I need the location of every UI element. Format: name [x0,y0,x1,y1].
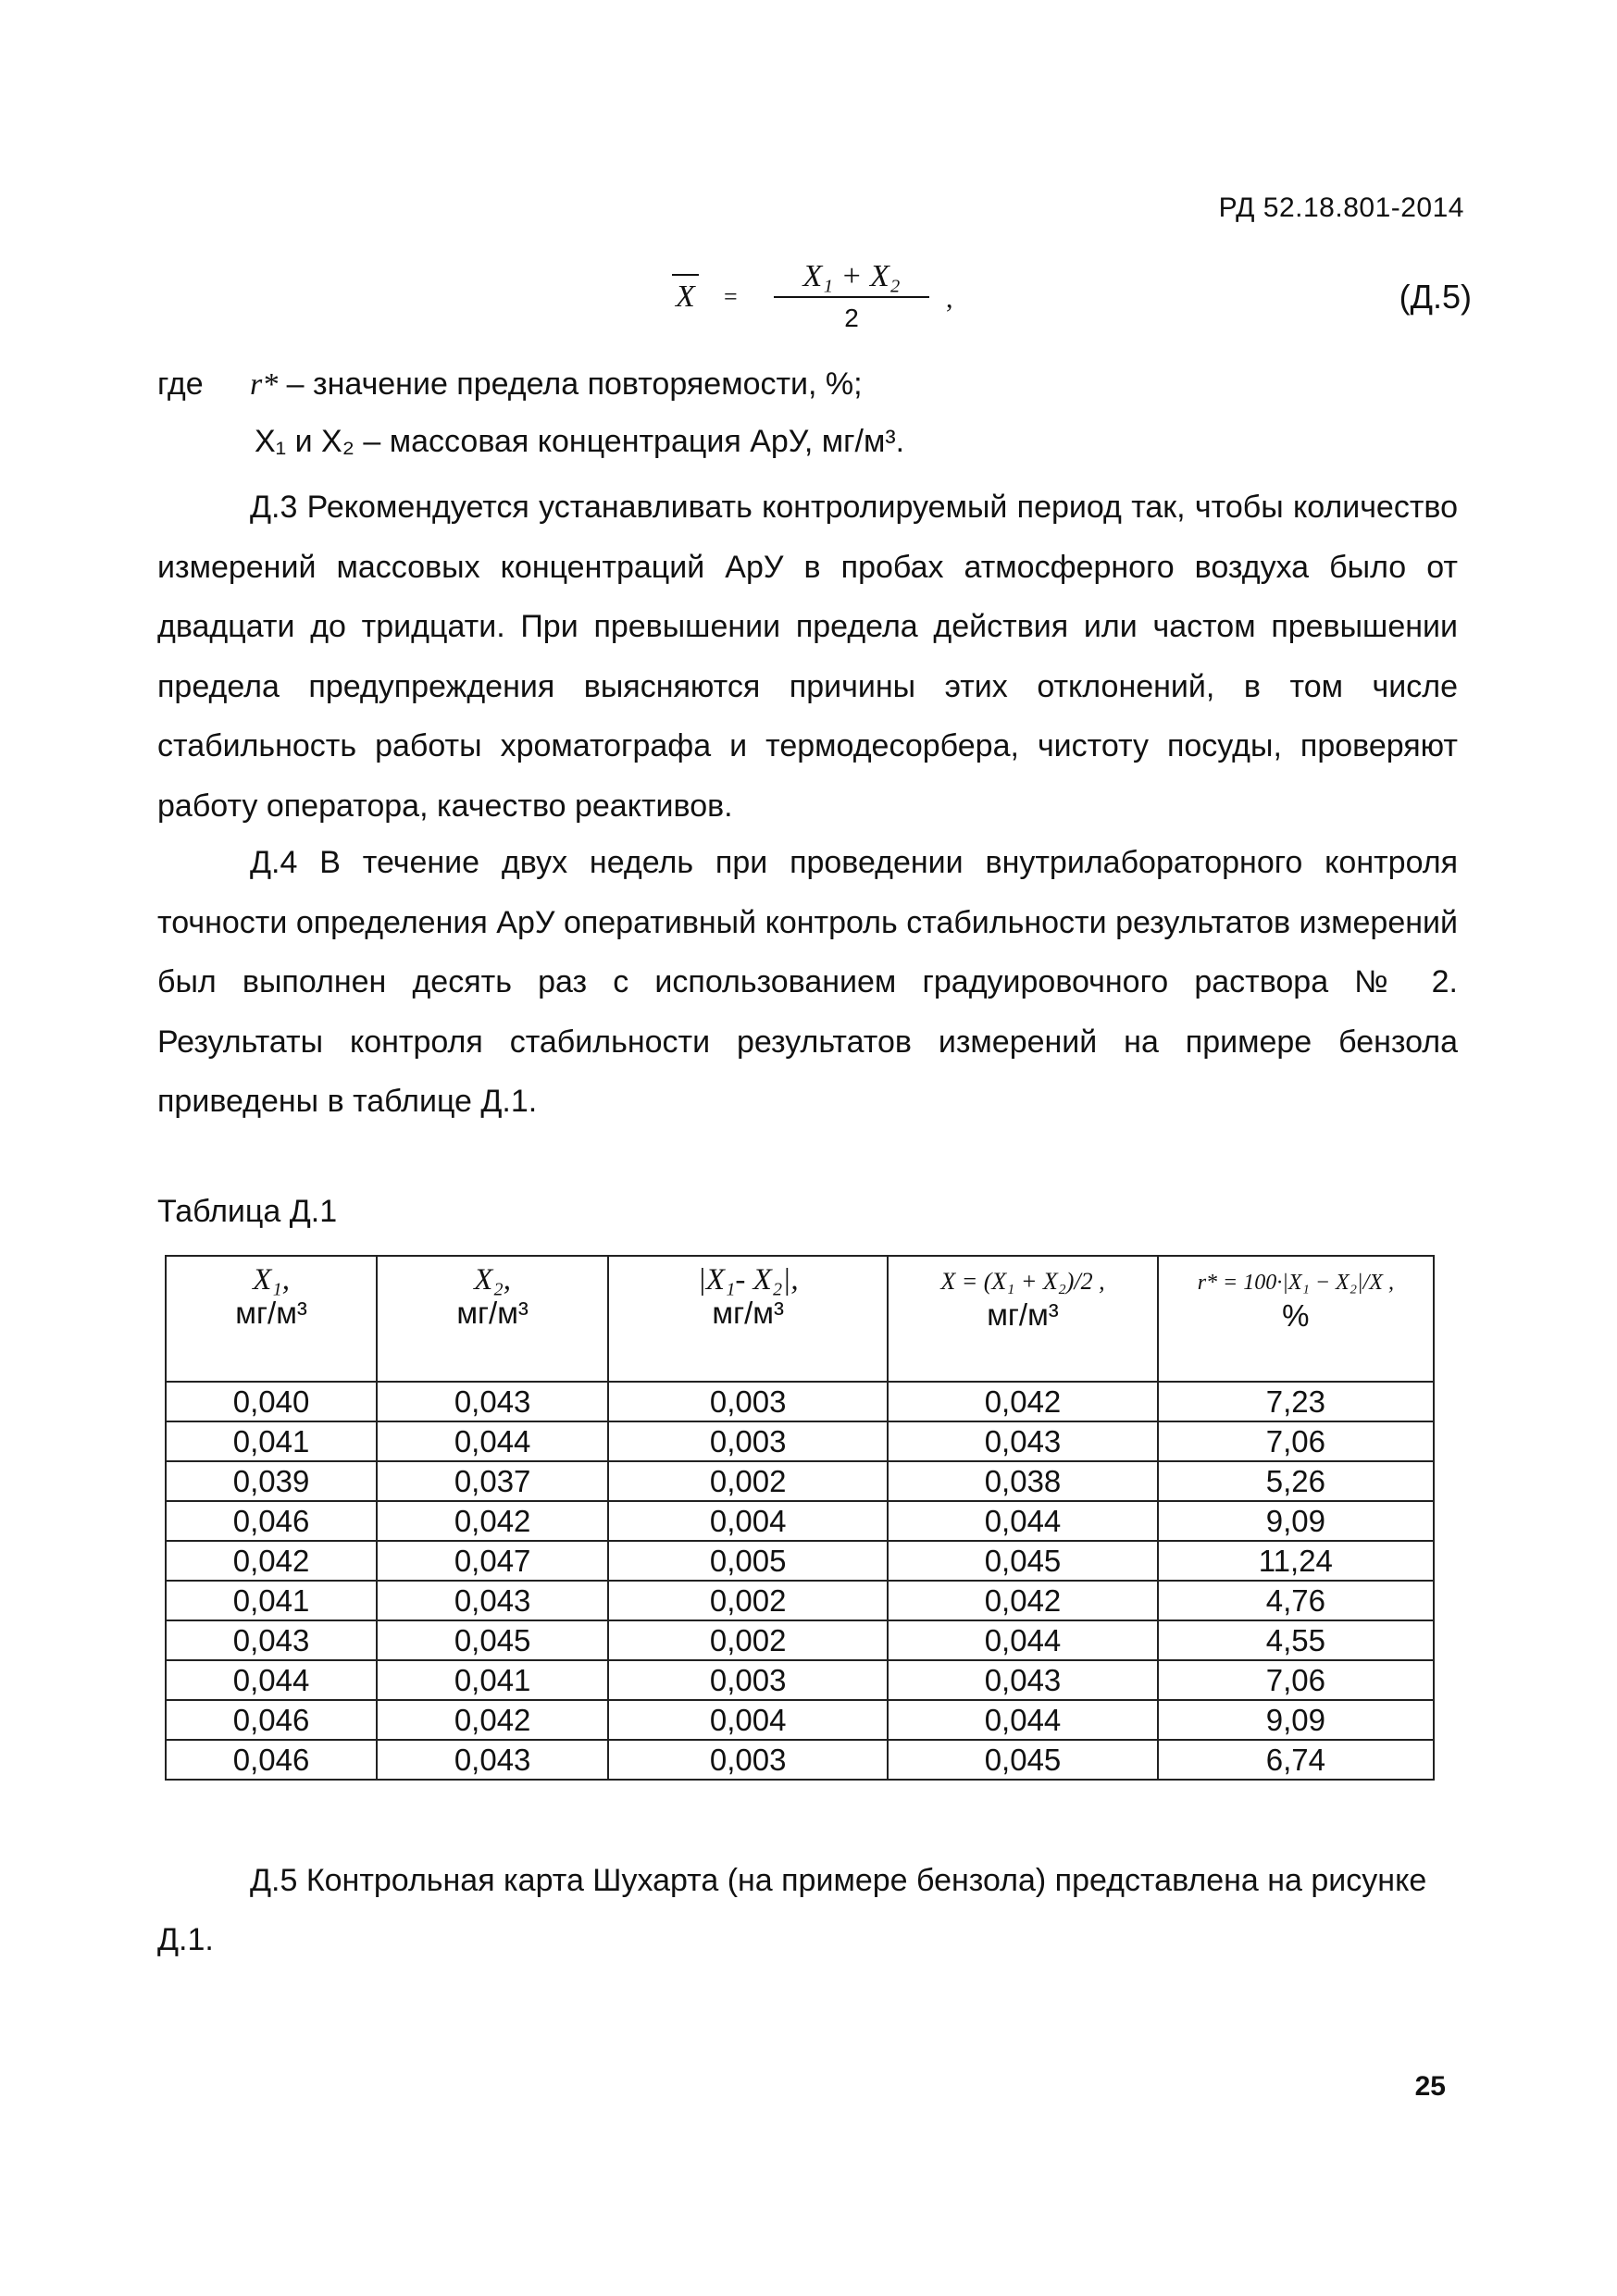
table-row [166,1700,1434,1740]
table-cell: 0,046 [166,1740,377,1780]
table-cell: 0,044 [166,1660,377,1700]
formula-comma: , [946,283,953,314]
table-cell: 0,045 [377,1620,608,1660]
table-cell: 11,24 [1158,1541,1434,1581]
where-label: где [157,366,204,402]
paragraph-d5 [157,1851,1458,1969]
table-cell: 0,041 [166,1581,377,1620]
table-cell: 0,003 [608,1382,888,1421]
table-cell: 0,043 [377,1382,608,1421]
paragraph-d4-text: Д.4 В течение двух недель при проведении внутрилабораторного контроля точности определения АрУ оперативный контроль стабильности результатов измерений был выполнен десять раз с использованием градуировочного раствора № 2. Результаты контроля стабильности результатов измерений на примере бензола приведены в таблице Д.1. [157,845,1458,1119]
paragraph-d3-text: Д.3 Рекомендуется устанавливать контролируемый период так, чтобы количество измерений массовых концентраций АрУ в пробах атмосферного воздуха было от двадцати до тридцати. При превышении предела действия или частом превышении предела предупреждения выясняются причины этих отклонений, в том числе стабильность работы хроматографа и термодесорбера, чистоту посуды, проверяют работу оператора, качество реактивов. [157,490,1458,824]
table-cell: 0,043 [888,1421,1157,1461]
fraction-line [774,296,929,298]
table-cell: 0,042 [166,1541,377,1581]
where-symbol-r: r* [250,367,279,402]
table-cell: 0,044 [888,1501,1157,1541]
formula-fraction [768,259,935,333]
table-cell: 9,09 [1158,1501,1434,1541]
table-cell: 0,044 [888,1620,1157,1660]
table-row [166,1461,1434,1501]
where-symbol-x1: X₁ [255,424,287,459]
where-line-1 [157,356,863,413]
table-cell: 0,044 [377,1421,608,1461]
table-caption: Таблица Д.1 [157,1194,338,1229]
table-cell: 0,003 [608,1740,888,1780]
table-cell: 0,047 [377,1541,608,1581]
table-cell: 0,004 [608,1501,888,1541]
table-cell: 0,002 [608,1461,888,1501]
table-cell: 9,09 [1158,1700,1434,1740]
table-cell: 7,06 [1158,1421,1434,1461]
table-row [166,1581,1434,1620]
formula-lhs: X [676,279,695,314]
header-mean: X = (X₁ + X₂)/2 , мг/м³ [888,1256,1157,1382]
table-cell: 0,004 [608,1700,888,1740]
document-reference: РД 52.18.801-2014 [1218,192,1464,223]
results-table [165,1255,1435,1781]
where-text-r: – значение предела повторяемости, %; [278,366,863,402]
table-cell: 4,55 [1158,1620,1434,1660]
table-cell: 0,040 [166,1382,377,1421]
table-body [166,1382,1434,1780]
where-text-x: – массовая концентрация АрУ, мг/м³. [354,424,905,459]
table-cell: 4,76 [1158,1581,1434,1620]
paragraph-d4 [157,833,1458,1132]
table-row [166,1421,1434,1461]
table-cell: 0,003 [608,1421,888,1461]
formula-equals: = [724,283,738,310]
paragraph-d5-text: Д.5 Контрольная карта Шухарта (на примере бензола) представлена на рисунке Д.1. [157,1863,1427,1957]
table-cell: 7,06 [1158,1660,1434,1700]
table-row [166,1382,1434,1421]
table-cell: 0,046 [166,1501,377,1541]
table-cell: 0,041 [166,1421,377,1461]
header-x1: X₁, мг/м³ [166,1256,377,1382]
table-row [166,1740,1434,1780]
table-cell: 0,045 [888,1541,1157,1581]
table-row [166,1541,1434,1581]
table-cell: 0,045 [888,1740,1157,1780]
table-cell: 0,043 [166,1620,377,1660]
table-cell: 0,043 [377,1740,608,1780]
page-number: 25 [1414,2071,1446,2102]
table-cell: 0,002 [608,1581,888,1620]
table-cell: 7,23 [1158,1382,1434,1421]
table-cell: 0,044 [888,1700,1157,1740]
header-r-star: r* = 100·|X₁ − X₂|/X , % [1158,1256,1434,1382]
table-cell: 0,046 [166,1700,377,1740]
table-cell: 0,038 [888,1461,1157,1501]
table-cell: 0,039 [166,1461,377,1501]
table-cell: 6,74 [1158,1740,1434,1780]
header-abs-diff: |X₁- X₂|, мг/м³ [608,1256,888,1382]
table-cell: 0,005 [608,1541,888,1581]
table-cell: 0,042 [377,1501,608,1541]
table-cell: 5,26 [1158,1461,1434,1501]
where-line-2 [255,414,904,469]
where-conj: и [286,424,322,459]
formula-denominator: 2 [844,304,859,332]
where-symbol-x2: X₂ [321,424,354,459]
table-header-row [166,1256,1434,1382]
table-cell: 0,043 [888,1660,1157,1700]
table-cell: 0,042 [888,1382,1157,1421]
table-cell: 0,003 [608,1660,888,1700]
table-row [166,1620,1434,1660]
table-cell: 0,037 [377,1461,608,1501]
table-cell: 0,041 [377,1660,608,1700]
table-cell: 0,043 [377,1581,608,1620]
table-cell: 0,042 [377,1700,608,1740]
table-row [166,1501,1434,1541]
table-row [166,1660,1434,1700]
header-x2: X₂, мг/м³ [377,1256,608,1382]
table-cell: 0,042 [888,1581,1157,1620]
table-cell: 0,002 [608,1620,888,1660]
formula-d5 [157,259,1472,342]
equation-number: (Д.5) [1399,278,1472,316]
formula-numerator: X₁ + X₂ [802,259,901,293]
paragraph-d3 [157,478,1458,836]
